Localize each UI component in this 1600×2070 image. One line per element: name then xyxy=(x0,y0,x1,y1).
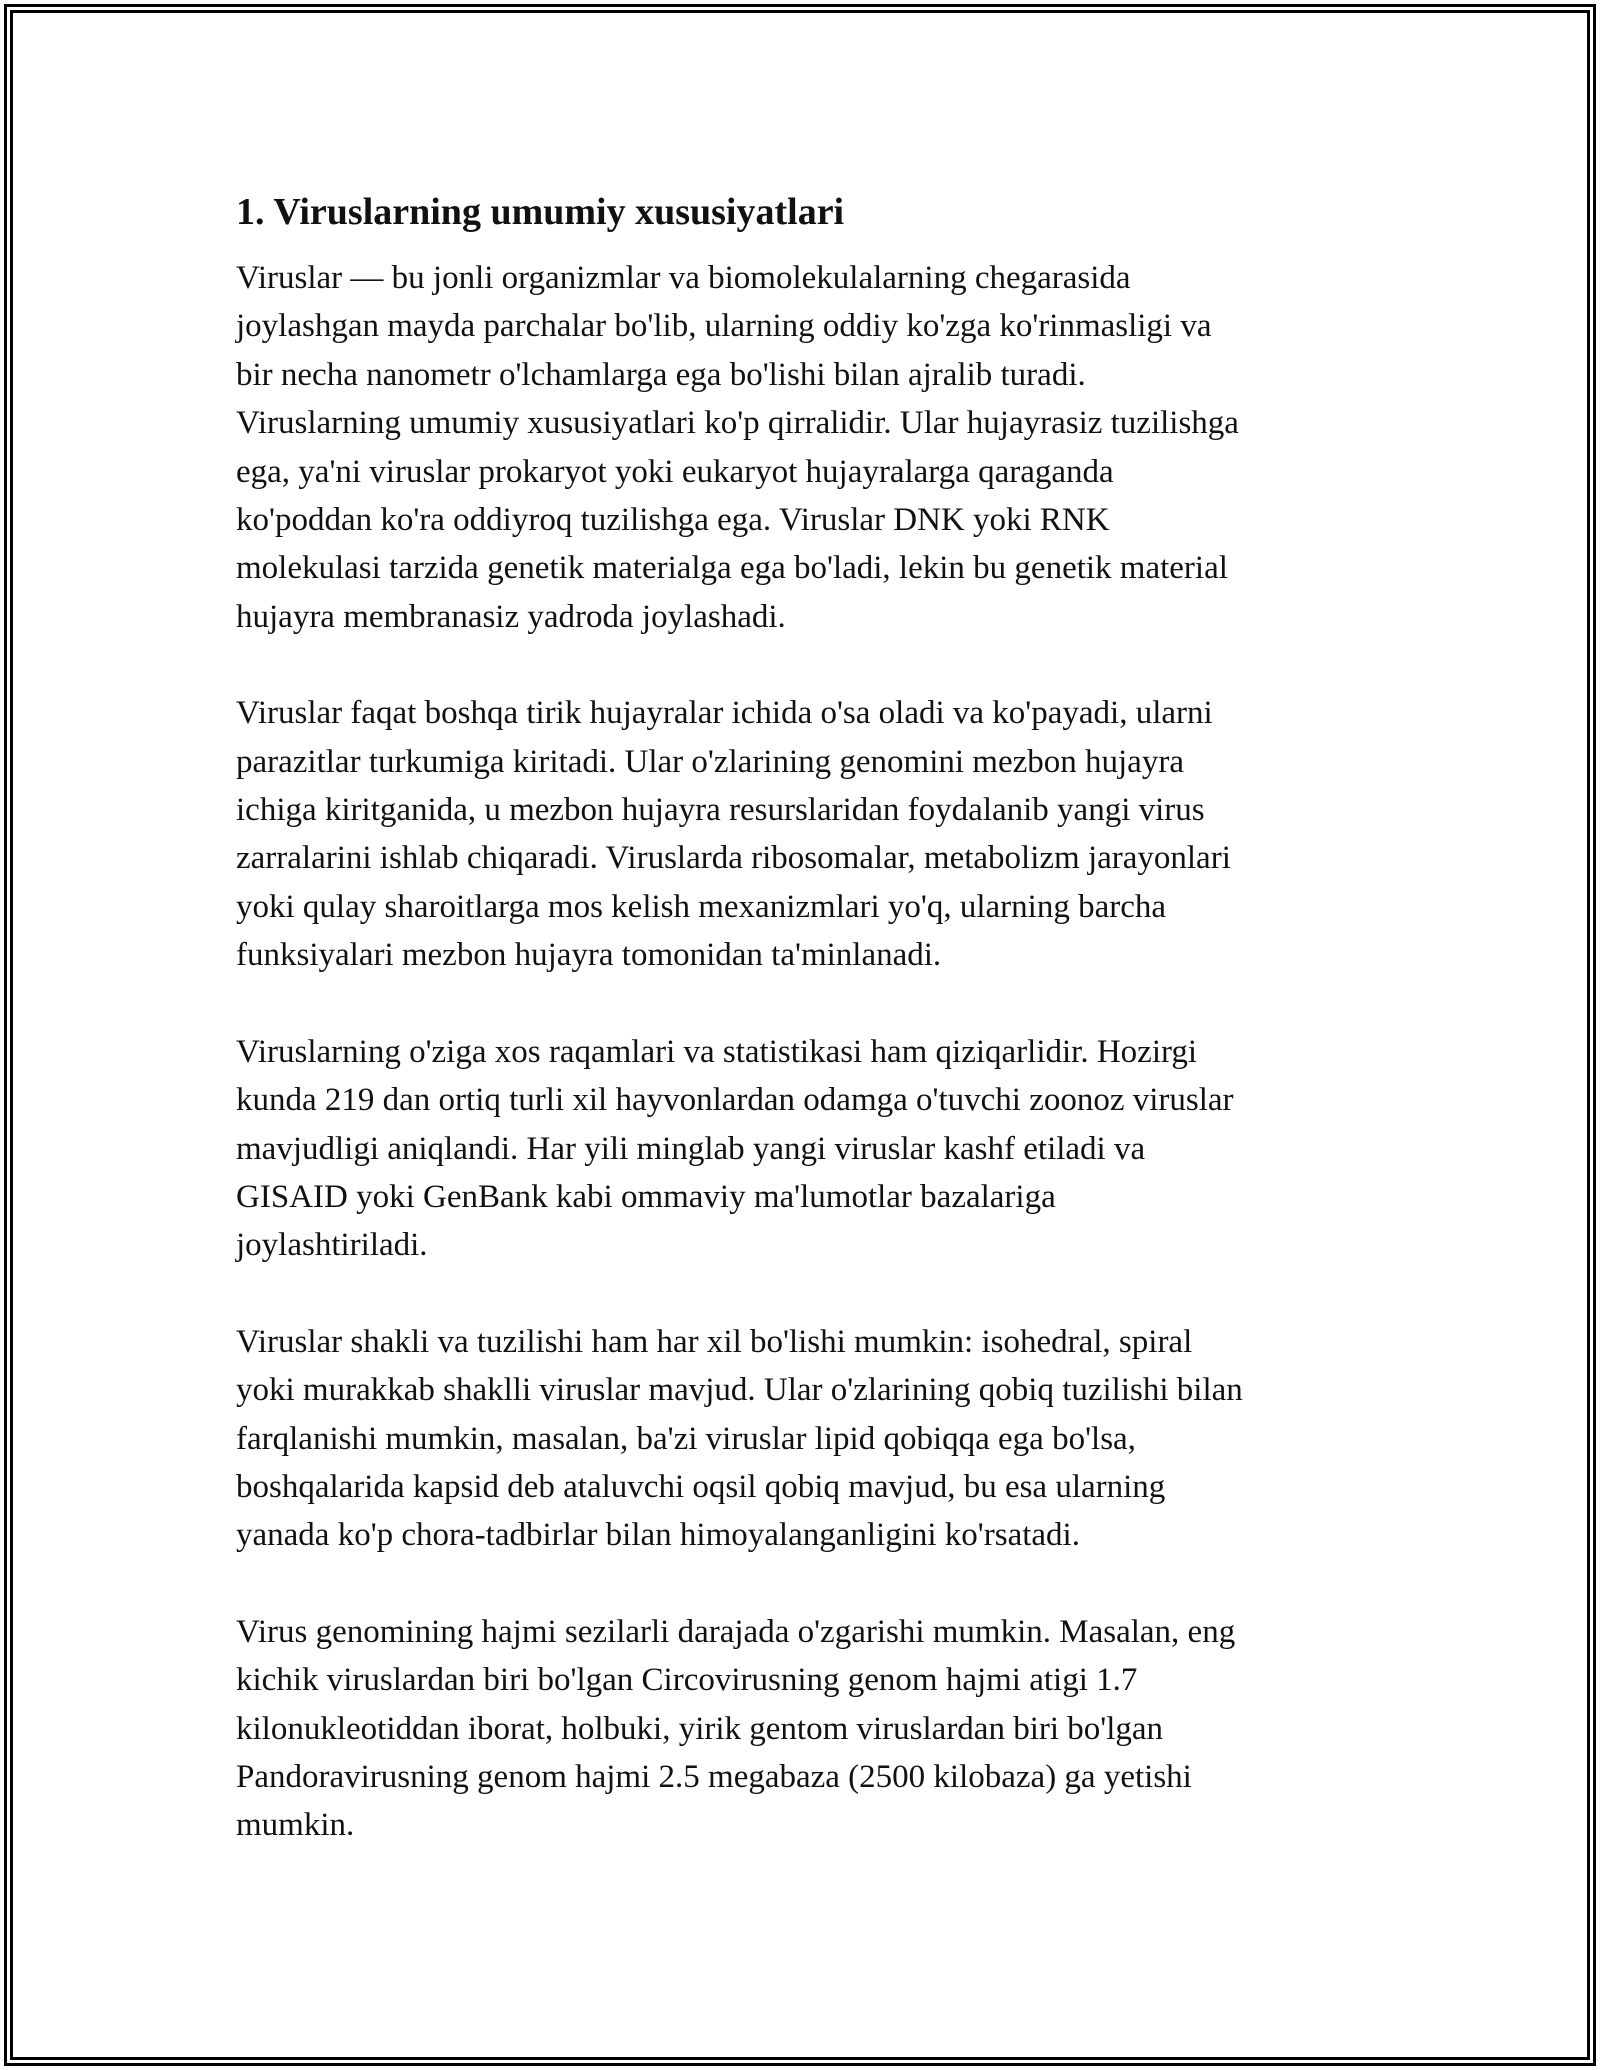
paragraph-2 xyxy=(236,689,1366,979)
text-line: ega, ya'ni viruslar prokaryot yoki eukaryot hujayralarga qaraganda xyxy=(236,453,1114,490)
text-line: kunda 219 dan ortiq turli xil hayvonlardan odamga o'tuvchi zoonoz viruslar xyxy=(236,1082,1234,1119)
text-line: kichik viruslardan biri bo'lgan Circovirusning genom hajmi atigi 1.7 xyxy=(236,1662,1138,1699)
text-line: molekulasi tarzida genetik materialga ega bo'ladi, lekin bu genetik material xyxy=(236,550,1228,587)
text-line: kilonukleotiddan iborat, holbuki, yirik gentom viruslardan biri bo'lgan xyxy=(236,1710,1164,1747)
text-line: mavjudligi aniqlandi. Har yili minglab yangi viruslar kashf etiladi va xyxy=(236,1130,1146,1167)
text-line: yanada ko'p chora-tadbirlar bilan himoyalanganligini ko'rsatadi. xyxy=(236,1517,1080,1554)
text-line: mumkin. xyxy=(236,1807,355,1844)
text-line: farqlanishi mumkin, masalan, ba'zi viruslar lipid qobiqqa ega bo'lsa, xyxy=(236,1420,1136,1457)
text-line: ko'poddan ko'ra oddiyroq tuzilishga ega. Viruslar DNK yoki RNK xyxy=(236,502,1110,539)
text-line: Viruslar — bu jonli organizmlar va biomolekulalarning chegarasida xyxy=(236,260,1131,296)
text-line: Viruslarning umumiy xususiyatlari ko'p qirralidir. Ular hujayrasiz tuzilishga xyxy=(236,405,1239,442)
text-line: Viruslar shakli va tuzilishi ham har xil bo'lishi mumkin: isohedral, spiral xyxy=(236,1323,1193,1360)
document-body xyxy=(236,186,1366,1898)
text-line: Viruslarning o'ziga xos raqamlari va statistikasi ham qiziqarlidir. Hozirgi xyxy=(236,1033,1198,1070)
text-line: funksiyalari mezbon hujayra tomonidan ta'minlanadi. xyxy=(236,937,942,974)
text-line: ichiga kiritganida, u mezbon hujayra resurslaridan foydalanib yangi virus xyxy=(236,792,1205,829)
text-line: Virus genomining hajmi sezilarli darajada o'zgarishi mumkin. Masalan, eng xyxy=(236,1613,1236,1650)
paragraph-5 xyxy=(236,1608,1366,1850)
text-line: hujayra membranasiz yadroda joylashadi. xyxy=(236,598,786,635)
text-line: parazitlar turkumiga kiritadi. Ular o'zlarining genomini mezbon hujayra xyxy=(236,743,1184,780)
text-line: bir necha nanometr o'lchamlarga ega bo'lishi bilan ajralib turadi. xyxy=(236,356,1086,393)
paragraph-3 xyxy=(236,1028,1366,1270)
paragraph-1 xyxy=(236,254,1366,641)
text-line: yoki murakkab shaklli viruslar mavjud. Ular o'zlarining qobiq tuzilishi bilan xyxy=(236,1372,1243,1409)
text-line: joylashgan mayda parchalar bo'lib, ularning oddiy ko'zga ko'rinmasligi va xyxy=(236,308,1212,345)
paragraph-4 xyxy=(236,1318,1366,1560)
text-line: GISAID yoki GenBank kabi ommaviy ma'lumotlar bazalariga xyxy=(236,1178,1056,1215)
text-line: yoki qulay sharoitlarga mos kelish mexanizmlari yo'q, ularning barcha xyxy=(236,888,1167,925)
section-heading: 1. Viruslarning umumiy xususiyatlari xyxy=(236,191,845,233)
text-line: Pandoravirusning genom hajmi 2.5 megabaza (2500 kilobaza) ga yetishi xyxy=(236,1758,1192,1795)
text-line: Viruslar faqat boshqa tirik hujayralar ichida o'sa oladi va ko'payadi, ularni xyxy=(236,695,1213,732)
text-line: boshqalarida kapsid deb ataluvchi oqsil qobiq mavjud, bu esa ularning xyxy=(236,1468,1166,1505)
text-line: zarralarini ishlab chiqaradi. Viruslarda ribosomalar, metabolizm jarayonlari xyxy=(236,840,1231,877)
text-line: joylashtiriladi. xyxy=(236,1227,428,1264)
